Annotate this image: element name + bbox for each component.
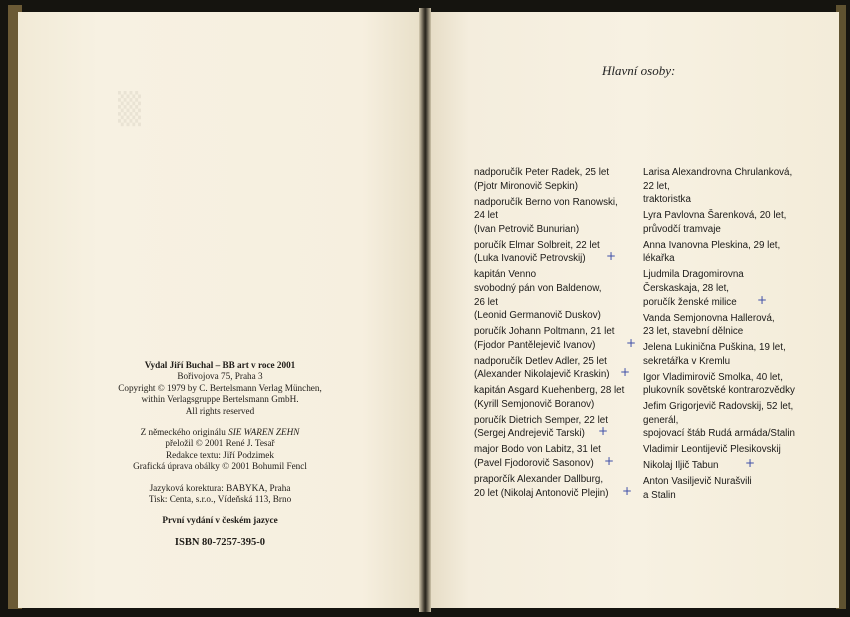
character-entry-line: (Leonid Germanovič Duskov) bbox=[474, 310, 601, 322]
show-through-title: ▒ bbox=[118, 92, 142, 127]
character-entry-line: 23 let, stavební dělnice bbox=[643, 326, 744, 338]
character-entry-line: Vanda Semjonovna Hallerová, bbox=[643, 312, 775, 324]
isbn: ISBN 80-7257-395-0 bbox=[174, 536, 266, 548]
character-entry-line: Jefim Grigorjevič Radovskij, 52 let, bbox=[643, 401, 794, 413]
character-entry-line: Ljudmila Dragomirovna bbox=[643, 269, 744, 281]
character-entry-line: traktoristka bbox=[643, 194, 691, 206]
original-prefix: Z německého originálu bbox=[140, 427, 226, 438]
character-entry bbox=[643, 371, 833, 398]
character-entry-line: nadporučík Berno von Ranowski, bbox=[474, 196, 618, 208]
character-entry bbox=[643, 209, 833, 236]
editor: Redakce textu: Jiří Podzimek bbox=[166, 449, 274, 460]
book-gutter bbox=[419, 8, 431, 612]
character-entry bbox=[474, 384, 639, 411]
character-entry-line: generál, bbox=[643, 414, 679, 426]
character-entry bbox=[474, 239, 639, 266]
character-entry-line: lékařka bbox=[643, 253, 675, 265]
handwritten-mark: + bbox=[757, 292, 768, 307]
character-entry-line: Anton Vasiljevič Nurašvili bbox=[643, 476, 752, 488]
character-entry-line: Čerskaskaja, 28 let, bbox=[643, 282, 730, 294]
character-entry bbox=[474, 325, 639, 352]
character-entry bbox=[474, 473, 639, 500]
character-entry-line: (Pjotr Mironovič Sepkin) bbox=[474, 180, 578, 192]
character-entry-line: poručík Johann Poltmann, 21 let bbox=[474, 326, 615, 338]
character-entry-line: major Bodo von Labitz, 31 let bbox=[474, 444, 601, 456]
character-entry bbox=[474, 443, 639, 470]
handwritten-mark: + bbox=[598, 424, 609, 439]
character-entry-line: Anna Ivanovna Pleskina, 29 let, bbox=[643, 239, 781, 251]
character-entry bbox=[643, 239, 833, 266]
copyright-line-2: within Verlagsgruppe Bertelsmann GmbH. bbox=[141, 394, 299, 405]
original-title-line bbox=[115, 427, 325, 438]
character-entry bbox=[643, 456, 833, 473]
character-entry bbox=[643, 166, 833, 207]
character-entry-line: Nikolaj Iljič Tabun + bbox=[643, 456, 756, 472]
handwritten-mark: + bbox=[626, 335, 637, 350]
character-entry bbox=[474, 166, 639, 193]
character-entry-line: svobodný pán von Baldenow, bbox=[474, 282, 602, 294]
publisher-address: Bořivojova 75, Praha 3 bbox=[177, 371, 263, 382]
proofreading: Jazyková korektura: BABYKA, Praha bbox=[149, 482, 291, 493]
edition-note: První vydání v českém jazyce bbox=[162, 515, 278, 526]
characters-column-right bbox=[643, 166, 833, 505]
character-entry-line: spojovací štáb Rudá armáda/Stalin bbox=[643, 428, 795, 440]
character-entry-line: kapitán Venno bbox=[474, 269, 537, 281]
character-entry bbox=[643, 443, 833, 457]
character-entry-line: 24 let bbox=[474, 210, 498, 222]
character-entry bbox=[643, 475, 833, 502]
character-entry-line: průvodčí tramvaje bbox=[643, 223, 721, 235]
character-entry-line: praporčík Alexander Dallburg, bbox=[474, 473, 604, 485]
character-entry-line: (Kyrill Semjonovič Boranov) bbox=[474, 398, 595, 410]
cover-design: Grafická úprava obálky © 2001 Bohumil Fencl bbox=[133, 461, 307, 472]
original-title: SIE WAREN ZEHN bbox=[228, 427, 300, 438]
character-entry-line: (Fjodor Pantělejevič Ivanov) + bbox=[474, 335, 637, 351]
characters-column-left bbox=[474, 166, 639, 503]
character-entry-line: (Sergej Andrejevič Tarski) + bbox=[474, 424, 609, 440]
character-entry bbox=[643, 400, 833, 441]
imprint-block bbox=[115, 360, 325, 548]
character-entry bbox=[643, 268, 833, 309]
character-entry-line: sekretářka v Kremlu bbox=[643, 355, 731, 367]
character-entry-line: (Luka Ivanovič Petrovskij) + bbox=[474, 249, 617, 265]
handwritten-mark: + bbox=[606, 249, 617, 264]
character-entry-line: plukovník sovětské kontrarozvědky bbox=[643, 385, 795, 397]
character-entry-line: Lyra Pavlovna Šarenková, 20 let, bbox=[643, 210, 787, 222]
handwritten-mark: + bbox=[622, 483, 633, 498]
printer: Tisk: Centa, s.r.o., Vídeňská 113, Brno bbox=[148, 494, 292, 505]
character-entry-line: Igor Vladimirovič Smolka, 40 let, bbox=[643, 371, 783, 383]
publisher: Vydal Jiří Buchal – BB art v roce 2001 bbox=[144, 360, 296, 370]
translator: přeložil © 2001 René J. Tesař bbox=[165, 438, 275, 449]
character-entry bbox=[474, 355, 639, 382]
character-entry-line: poručík ženské milice + bbox=[643, 292, 768, 308]
character-entry bbox=[643, 341, 833, 368]
character-entry-line: poručík Elmar Solbreit, 22 let bbox=[474, 239, 600, 251]
character-entry-line: nadporučík Peter Radek, 25 let bbox=[474, 167, 610, 178]
character-entry-line: 26 let bbox=[474, 296, 498, 308]
character-entry-line: kapitán Asgard Kuehenberg, 28 let bbox=[474, 385, 625, 397]
character-entry bbox=[474, 268, 639, 322]
character-entry-line: Larisa Alexandrovna Chrulanková, bbox=[643, 167, 793, 178]
character-entry-line: 22 let, bbox=[643, 180, 670, 192]
character-entry bbox=[474, 196, 639, 237]
page-heading: Hlavní osoby: bbox=[602, 63, 676, 78]
handwritten-mark: + bbox=[620, 365, 631, 380]
character-entry-line: (Pavel Fjodorovič Sasonov) + bbox=[474, 454, 615, 469]
character-entry-line: poručík Dietrich Semper, 22 let bbox=[474, 414, 608, 426]
handwritten-mark: + bbox=[604, 454, 615, 468]
character-entry-line: a Stalin bbox=[643, 489, 676, 501]
copyright-line-1: Copyright © 1979 by C. Bertelsmann Verlag München, bbox=[118, 382, 322, 393]
character-entry bbox=[643, 312, 833, 339]
character-entry-line: Vladimir Leontijevič Plesikovskij bbox=[643, 444, 781, 456]
character-entry-line: (Alexander Nikolajevič Kraskin) + bbox=[474, 365, 631, 381]
character-entry-line: (Ivan Petrovič Bunurian) bbox=[474, 223, 580, 235]
character-entry-line: nadporučík Detlev Adler, 25 let bbox=[474, 355, 607, 367]
character-entry bbox=[474, 414, 639, 441]
handwritten-mark: + bbox=[745, 456, 756, 471]
character-entry-line: Jelena Lukinična Puškina, 19 let, bbox=[643, 342, 786, 354]
character-entry-line: 20 let (Nikolaj Antonovič Plejin) + bbox=[474, 483, 633, 499]
rights-notice: All rights reserved bbox=[185, 405, 255, 416]
